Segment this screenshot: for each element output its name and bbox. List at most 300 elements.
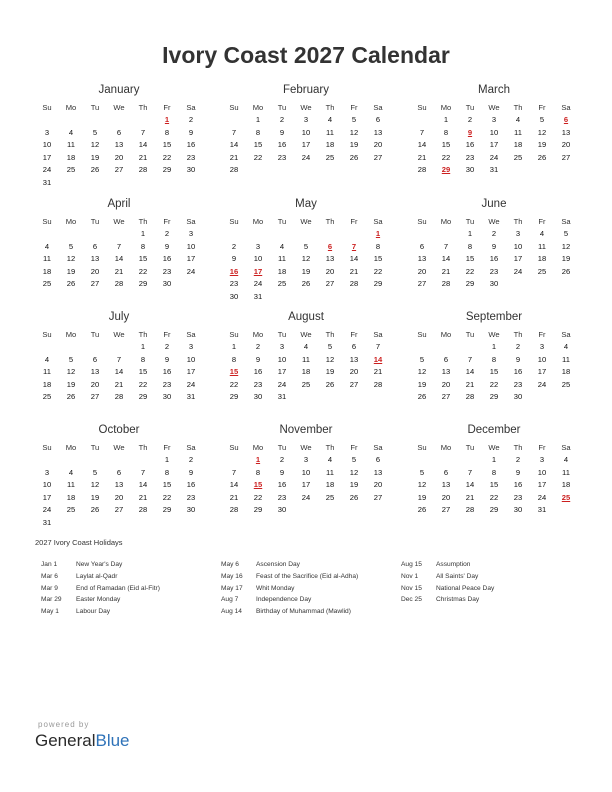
day-cell: 26 (301, 279, 311, 288)
week-row (222, 454, 390, 467)
day-cell: 4 (563, 455, 569, 464)
day-cell: 9 (188, 467, 194, 477)
day-cell: 26 (66, 279, 76, 288)
day-cell: 8 (467, 241, 473, 251)
day-cell: 28 (349, 279, 359, 288)
day-cell: 17 (489, 140, 499, 149)
day-cell: 9 (491, 241, 497, 251)
empty-day (458, 341, 482, 354)
day-cell: 31 (253, 291, 263, 301)
day-cell: 19 (561, 254, 571, 263)
day-cell: 30 (513, 392, 523, 401)
empty-day (530, 391, 554, 404)
day-cell: 22 (253, 152, 263, 162)
day-cell: 31 (186, 392, 196, 401)
day-cell: 24 (489, 152, 499, 162)
day-cell: 13 (561, 127, 571, 137)
day-cell: 18 (325, 480, 335, 489)
day-cell: 21 (349, 266, 359, 276)
day-cell: 7 (140, 467, 146, 477)
day-cell: 23 (465, 152, 475, 162)
day-cell: 6 (419, 241, 425, 251)
day-cell: 10 (186, 354, 196, 364)
day-cell: 17 (537, 480, 547, 489)
empty-day (366, 391, 390, 404)
day-cell: 3 (279, 342, 285, 351)
month-name: March (478, 84, 510, 96)
weekday-header: Sa (186, 330, 196, 339)
month-december (410, 422, 578, 517)
day-cell: 7 (116, 241, 122, 251)
day-cell: 4 (327, 115, 333, 124)
day-cell: 6 (443, 354, 449, 364)
day-cell: 27 (325, 279, 335, 288)
month-november (222, 422, 390, 517)
day-cell: 30 (162, 279, 172, 288)
weekday-header: Sa (373, 443, 383, 452)
day-cell: 31 (277, 392, 287, 401)
day-cell: 17 (301, 140, 311, 149)
day-cell: 8 (491, 467, 497, 477)
week-row (35, 139, 203, 152)
day-cell: 12 (417, 367, 427, 376)
weekday-header-row (35, 442, 203, 454)
day-cell: 27 (441, 505, 451, 514)
holiday-item (401, 594, 494, 606)
holiday-name: Whit Monday (256, 584, 295, 592)
weekday-header-row (222, 442, 390, 454)
day-cell: 16 (162, 367, 172, 376)
day-cell: 6 (375, 115, 381, 124)
empty-day (155, 517, 179, 530)
day-cell: 4 (563, 342, 569, 351)
day-cell: 10 (537, 354, 547, 364)
day-cell: 13 (441, 367, 451, 376)
day-cell: 8 (375, 241, 381, 251)
weekday-header: Su (42, 443, 52, 452)
week-row (35, 127, 203, 140)
empty-day (294, 291, 318, 304)
day-cell: 7 (443, 241, 449, 251)
weekday-header: Fr (538, 217, 546, 226)
empty-day (222, 114, 246, 127)
day-cell: 30 (186, 505, 196, 514)
day-cell: 10 (42, 480, 52, 489)
day-cell: 13 (325, 254, 335, 263)
empty-day (530, 164, 554, 177)
weekday-header: Su (417, 217, 427, 226)
day-cell: 8 (140, 354, 146, 364)
day-cell: 22 (162, 492, 172, 502)
weekday-header: Sa (186, 217, 196, 226)
day-cell: 17 (42, 152, 52, 162)
empty-day (107, 454, 131, 467)
day-cell: 26 (349, 492, 359, 502)
day-cell: 29 (253, 505, 263, 514)
day-cell: 10 (186, 241, 196, 251)
weekday-header: Su (42, 217, 52, 226)
holiday-item (401, 583, 494, 595)
day-cell: 25 (301, 379, 311, 389)
day-cell: 26 (66, 392, 76, 401)
weekday-header: Mo (440, 330, 452, 339)
month-january (35, 82, 203, 189)
holiday-name: Labour Day (76, 608, 111, 616)
day-cell: 22 (229, 379, 239, 389)
day-cell: 21 (417, 152, 427, 162)
week-row (35, 366, 203, 379)
holiday-item (41, 559, 160, 571)
empty-day (342, 228, 366, 241)
day-cell: 29 (465, 279, 475, 288)
day-cell: 3 (255, 241, 261, 251)
day-cell: 24 (277, 379, 287, 389)
empty-day (342, 504, 366, 517)
day-cell: 25 (325, 152, 335, 162)
week-row (410, 228, 578, 241)
weekday-header: Fr (350, 443, 358, 452)
day-cell: 25 (325, 492, 335, 502)
day-cell: 3 (303, 455, 309, 464)
day-cell: 26 (325, 379, 335, 389)
holiday-day: 1 (164, 115, 170, 124)
day-cell: 14 (229, 480, 239, 489)
month-name: January (98, 84, 140, 96)
day-cell: 4 (44, 354, 50, 364)
day-cell: 22 (138, 266, 148, 276)
day-cell: 22 (465, 266, 475, 276)
empty-day (107, 228, 131, 241)
day-cell: 18 (42, 266, 52, 276)
day-cell: 12 (417, 480, 427, 489)
weekday-header: We (300, 443, 312, 452)
page-title: Ivory Coast 2027 Calendar (162, 42, 450, 68)
day-cell: 1 (140, 229, 146, 238)
weekday-header: Mo (252, 103, 264, 112)
weekday-header: Fr (163, 103, 171, 112)
day-cell: 20 (325, 266, 335, 276)
holiday-item (41, 606, 160, 618)
day-cell: 31 (537, 505, 547, 514)
day-cell: 18 (66, 492, 76, 502)
day-cell: 13 (417, 254, 427, 263)
month-name: October (98, 424, 140, 436)
empty-day (294, 228, 318, 241)
day-cell: 11 (326, 127, 334, 137)
week-row (410, 504, 578, 517)
day-cell: 23 (277, 152, 287, 162)
day-cell: 17 (537, 367, 547, 376)
day-cell: 28 (229, 165, 239, 174)
day-cell: 13 (114, 480, 124, 489)
day-cell: 24 (301, 152, 311, 162)
month-name: September (465, 311, 523, 323)
weekday-header: Tu (90, 443, 100, 452)
holiday-item (41, 594, 160, 606)
weekday-header: Th (325, 330, 335, 339)
holiday-item (41, 583, 160, 595)
day-cell: 22 (489, 492, 499, 502)
day-cell: 23 (186, 152, 196, 162)
day-cell: 21 (114, 379, 124, 389)
empty-day (59, 228, 83, 241)
day-cell: 12 (325, 354, 335, 364)
day-cell: 28 (465, 392, 475, 401)
generalblue-logo[interactable] (35, 731, 130, 751)
day-cell: 10 (253, 254, 263, 263)
weekday-header: Sa (561, 330, 571, 339)
weekday-header: Mo (252, 443, 264, 452)
holiday-item (221, 583, 358, 595)
day-cell: 19 (325, 367, 335, 376)
day-cell: 14 (114, 254, 124, 263)
day-cell: 9 (255, 354, 261, 364)
day-cell: 12 (349, 127, 359, 137)
week-row (35, 152, 203, 165)
week-row (410, 479, 578, 492)
day-cell: 18 (561, 480, 571, 489)
day-cell: 16 (162, 254, 172, 263)
empty-day (294, 164, 318, 177)
day-cell: 26 (90, 505, 100, 514)
month-name: July (108, 311, 130, 323)
day-cell: 17 (42, 492, 52, 502)
weekday-header: Fr (163, 217, 171, 226)
day-cell: 5 (68, 354, 74, 364)
week-row (410, 391, 578, 404)
day-cell: 17 (277, 367, 287, 376)
weekday-header: Fr (538, 103, 546, 112)
day-cell: 24 (42, 165, 52, 174)
week-row (222, 241, 390, 254)
day-cell: 11 (278, 254, 286, 263)
brand-blue-text: Blue (95, 731, 130, 750)
empty-day (131, 177, 155, 190)
empty-day (246, 164, 270, 177)
day-cell: 20 (349, 367, 359, 376)
weekday-header: We (488, 217, 500, 226)
day-cell: 22 (138, 379, 148, 389)
holiday-day: 9 (467, 127, 473, 137)
day-cell: 22 (441, 152, 451, 162)
weekday-header: Tu (90, 217, 100, 226)
holiday-day: 1 (255, 455, 261, 464)
day-cell: 1 (443, 115, 449, 124)
week-row (222, 266, 390, 279)
day-cell: 21 (114, 266, 124, 276)
week-row (35, 228, 203, 241)
holiday-column (41, 559, 160, 618)
day-cell: 3 (188, 342, 194, 351)
day-cell: 26 (349, 152, 359, 162)
day-cell: 29 (138, 279, 148, 288)
week-row (222, 479, 390, 492)
day-cell: 10 (537, 467, 547, 477)
month-march (410, 82, 578, 177)
empty-day (35, 341, 59, 354)
day-cell: 14 (114, 367, 124, 376)
week-row (222, 467, 390, 480)
day-cell: 27 (90, 279, 100, 288)
day-cell: 20 (114, 492, 124, 502)
empty-day (131, 114, 155, 127)
weekday-header: Tu (277, 443, 287, 452)
day-cell: 3 (44, 467, 50, 477)
day-cell: 28 (114, 279, 124, 288)
day-cell: 16 (465, 140, 475, 149)
day-cell: 30 (229, 291, 239, 301)
day-cell: 10 (277, 354, 287, 364)
week-row (35, 492, 203, 505)
holiday-date: Aug 15 (401, 561, 422, 568)
empty-day (59, 517, 83, 530)
empty-day (83, 454, 107, 467)
day-cell: 11 (562, 467, 570, 477)
day-cell: 11 (514, 127, 522, 137)
day-cell: 1 (255, 115, 261, 124)
empty-day (318, 291, 342, 304)
day-cell: 5 (68, 241, 74, 251)
day-cell: 26 (561, 266, 571, 276)
day-cell: 5 (563, 229, 569, 238)
day-cell: 12 (90, 480, 100, 489)
week-row (222, 379, 390, 392)
week-row (410, 139, 578, 152)
day-cell: 20 (373, 140, 383, 149)
holiday-day: 29 (441, 165, 451, 174)
day-cell: 7 (140, 127, 146, 137)
day-cell: 22 (489, 379, 499, 389)
day-cell: 19 (349, 480, 359, 489)
week-row (35, 241, 203, 254)
weekday-header: Su (229, 330, 239, 339)
holiday-name: Easter Monday (76, 596, 121, 604)
month-september (410, 309, 578, 404)
holiday-item (41, 571, 160, 583)
week-row (410, 127, 578, 140)
day-cell: 16 (277, 480, 287, 489)
empty-day (318, 164, 342, 177)
day-cell: 23 (513, 379, 523, 389)
holiday-date: May 16 (221, 572, 243, 580)
empty-day (83, 228, 107, 241)
week-row (222, 139, 390, 152)
day-cell: 30 (186, 165, 196, 174)
weekday-header-row (410, 102, 578, 114)
day-cell: 7 (467, 467, 473, 477)
week-row (222, 492, 390, 505)
week-row (410, 152, 578, 165)
day-cell: 13 (90, 254, 100, 263)
day-cell: 20 (114, 152, 124, 162)
day-cell: 12 (561, 241, 571, 251)
day-cell: 24 (513, 266, 523, 276)
empty-day (366, 291, 390, 304)
day-cell: 15 (465, 254, 475, 263)
day-cell: 13 (373, 467, 383, 477)
week-row (35, 391, 203, 404)
day-cell: 16 (277, 140, 287, 149)
empty-day (83, 517, 107, 530)
weekday-header: Th (138, 443, 148, 452)
day-cell: 14 (465, 480, 475, 489)
weekday-header: Mo (252, 217, 264, 226)
day-cell: 28 (417, 165, 427, 174)
day-cell: 12 (301, 254, 311, 263)
day-cell: 6 (92, 241, 98, 251)
day-cell: 1 (467, 229, 473, 238)
weekday-header: Su (417, 443, 427, 452)
day-cell: 14 (349, 254, 359, 263)
holiday-name: New Year's Day (76, 561, 123, 568)
day-cell: 23 (253, 379, 263, 389)
day-cell: 14 (229, 140, 239, 149)
week-row (35, 253, 203, 266)
day-cell: 17 (301, 480, 311, 489)
day-cell: 4 (279, 241, 285, 251)
brand-general-text: General (35, 731, 96, 750)
day-cell: 8 (491, 354, 497, 364)
week-row (35, 177, 203, 190)
day-cell: 13 (90, 367, 100, 376)
weekday-header-row (35, 329, 203, 341)
month-august (222, 309, 390, 404)
empty-day (59, 454, 83, 467)
day-cell: 28 (138, 505, 148, 514)
weekday-header-row (222, 329, 390, 341)
empty-day (107, 114, 131, 127)
holiday-day: 6 (327, 241, 333, 251)
day-cell: 27 (441, 392, 451, 401)
weekday-header: Tu (277, 217, 287, 226)
day-cell: 25 (277, 279, 287, 288)
weekday-header: Su (417, 103, 427, 112)
day-cell: 2 (467, 115, 473, 124)
week-row (410, 114, 578, 127)
day-cell: 3 (515, 229, 521, 238)
weekday-header: Mo (440, 217, 452, 226)
day-cell: 2 (231, 241, 237, 251)
holiday-name: National Peace Day (436, 584, 495, 592)
weekday-header: Su (229, 217, 239, 226)
day-cell: 10 (301, 467, 311, 477)
empty-day (342, 291, 366, 304)
weekday-header: We (113, 443, 125, 452)
day-cell: 5 (303, 241, 309, 251)
day-cell: 18 (277, 266, 287, 276)
day-cell: 18 (325, 140, 335, 149)
weekday-header: We (300, 103, 312, 112)
day-cell: 4 (68, 127, 74, 137)
day-cell: 4 (327, 455, 333, 464)
holiday-name: Assumption (436, 561, 471, 568)
day-cell: 15 (253, 140, 263, 149)
day-cell: 5 (351, 115, 357, 124)
day-cell: 24 (301, 492, 311, 502)
holiday-day: 16 (229, 266, 239, 276)
day-cell: 25 (66, 505, 76, 514)
day-cell: 9 (515, 354, 521, 364)
empty-day (410, 228, 434, 241)
month-name: November (279, 424, 333, 436)
holiday-day: 15 (253, 480, 263, 489)
day-cell: 19 (301, 266, 311, 276)
week-row (410, 278, 578, 291)
week-row (35, 504, 203, 517)
holiday-date: Aug 7 (221, 596, 239, 604)
day-cell: 25 (42, 392, 52, 401)
holiday-date: Aug 14 (221, 608, 242, 616)
